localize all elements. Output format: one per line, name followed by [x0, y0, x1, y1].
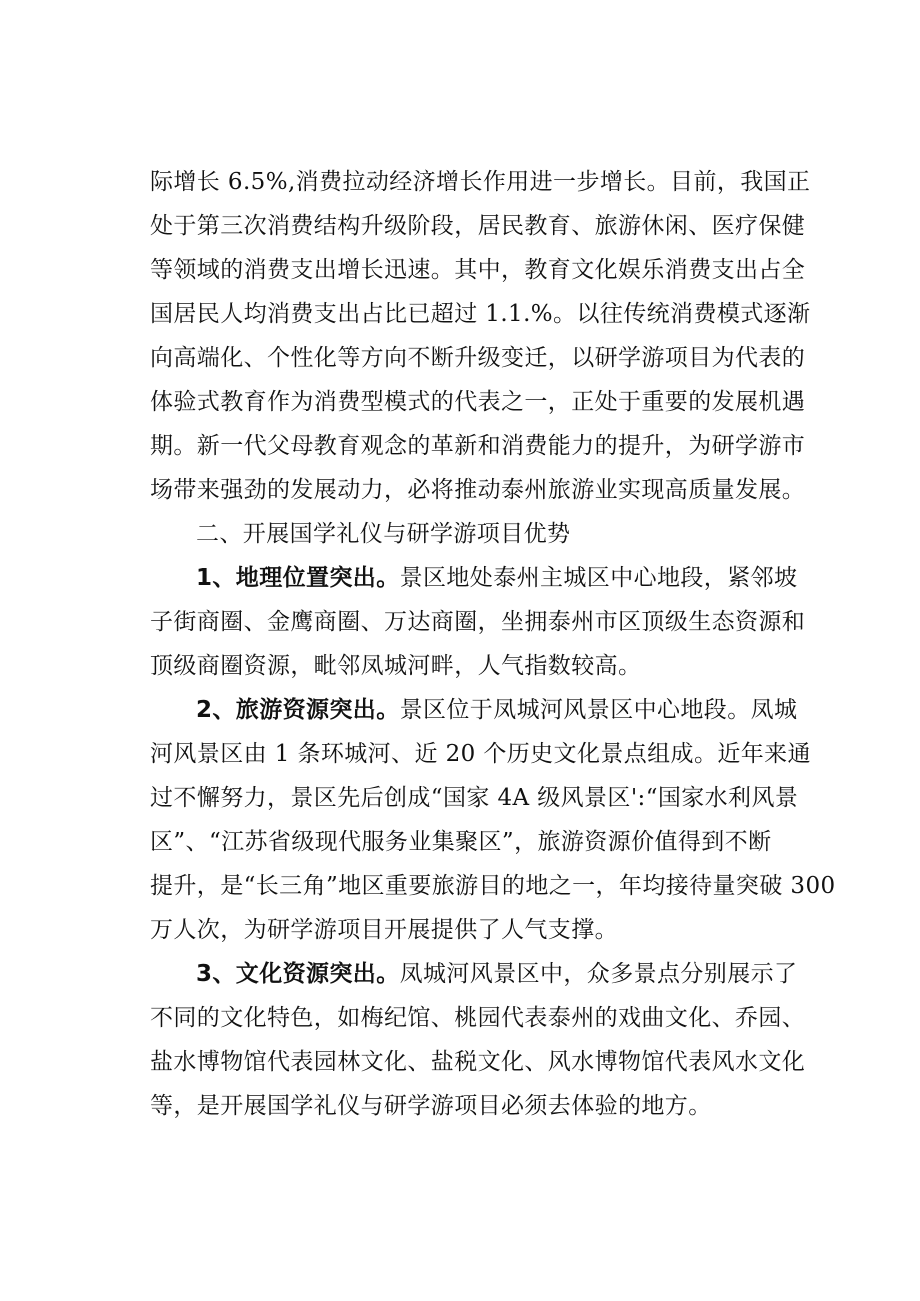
- paragraph-line: 区”、“江苏省级现代服务业集聚区”，旅游资源价值得到不断: [150, 829, 772, 855]
- item-2-text: 景区位于凤城河风景区中心地段。凤城: [399, 697, 798, 723]
- paragraph-line: 盐水博物馆代表园林文化、盐税文化、风水博物馆代表风水文化: [150, 1049, 806, 1075]
- paragraph-line: 万人次，为研学游项目开展提供了人气支撑。: [150, 917, 618, 943]
- item-3-text: 凤城河风景区中，众多景点分别展示了: [399, 961, 798, 987]
- item-3-first-line: [0, 959, 920, 989]
- paragraph-line: 提升，是“长三角”地区重要旅游目的地之一，年均接待量突破 300: [150, 873, 836, 899]
- paragraph-line: 际增长 6.5%,消费拉动经济增长作用进一步增长。目前，我国正: [150, 169, 811, 195]
- paragraph-line: 向高端化、个性化等方向不断升级变迁，以研学游项目为代表的: [150, 345, 806, 371]
- paragraph-line: 河风景区由 1 条环城河、近 20 个历史文化景点组成。近年来通: [150, 741, 811, 767]
- paragraph-line: 处于第三次消费结构升级阶段，居民教育、旅游休闲、医疗保健: [150, 213, 806, 239]
- item-2-first-line: [0, 695, 920, 725]
- item-1-text: 景区地处泰州主城区中心地段，紧邻坡: [399, 565, 798, 591]
- paragraph-line: 等，是开展国学礼仪与研学游项目必须去体验的地方。: [150, 1093, 712, 1119]
- paragraph-line: 体验式教育作为消费型模式的代表之一，正处于重要的发展机遇: [150, 389, 806, 415]
- paragraph-line: 顶级商圈资源，毗邻凤城河畔，人气指数较高。: [150, 653, 642, 679]
- item-3-title: 3、文化资源突出。: [196, 961, 400, 987]
- paragraph-line: 过不懈努力，景区先后创成“国家 4A 级风景区':“国家水利风景: [150, 785, 799, 811]
- paragraph-line: 不同的文化特色，如梅纪馆、桃园代表泰州的戏曲文化、乔园、: [150, 1005, 806, 1031]
- paragraph-line: 等领域的消费支出增长迅速。其中，教育文化娱乐消费支出占全: [150, 257, 806, 283]
- paragraph-line: 国居民人均消费支出占比已超过 1.1.%。以往传统消费模式逐渐: [150, 301, 811, 327]
- paragraph-line: 子街商圈、金鹰商圈、万达商圈，坐拥泰州市区顶级生态资源和: [150, 609, 806, 635]
- item-1-first-line: [0, 563, 920, 593]
- section-heading: 二、开展国学礼仪与研学游项目优势: [196, 521, 571, 547]
- item-1-title: 1、地理位置突出。: [196, 565, 400, 591]
- paragraph-line: 场带来强劲的发展动力，必将推动泰州旅游业实现高质量发展。: [150, 477, 806, 503]
- item-2-title: 2、旅游资源突出。: [196, 697, 400, 723]
- paragraph-line: 期。新一代父母教育观念的革新和消费能力的提升，为研学游市: [150, 433, 806, 459]
